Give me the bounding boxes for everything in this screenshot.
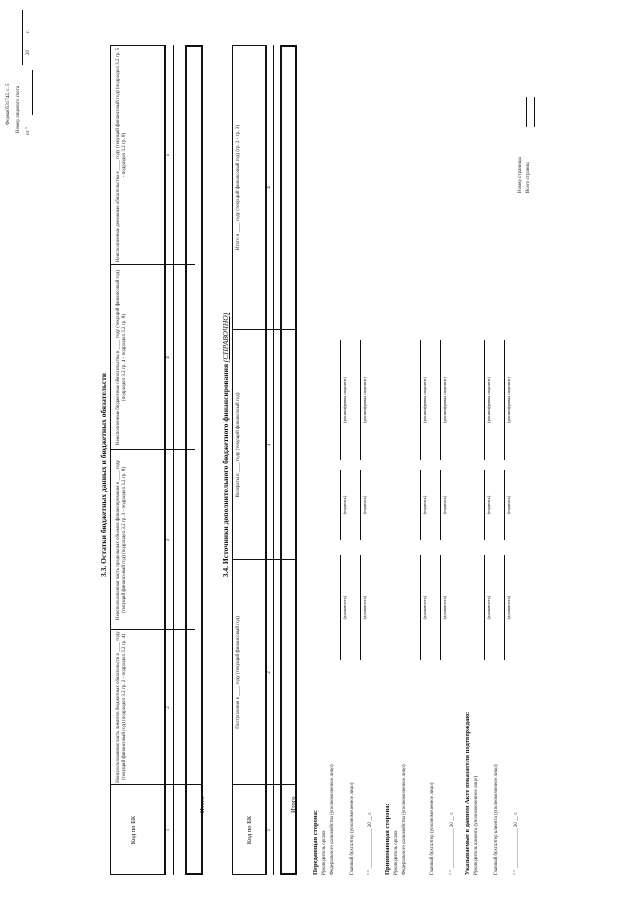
client-accountant-signature-line xyxy=(504,470,505,540)
receiving-accountant-label: Главный бухгалтер (уполномоченное лицо) xyxy=(430,782,435,875)
client-head-decoding-line xyxy=(484,340,485,460)
table-3-4-total-row xyxy=(280,45,297,875)
t33-col3-header: Неиспользованная часть предельных объемов финансирования в ____ году (текущий финансовый год) (подраздел 3.2 гр. 3 - подраздел 3.2 гр. 8) xyxy=(116,460,127,620)
t34-col1-header: Код по БК xyxy=(246,815,253,845)
section-3-4-title-text: 3.4. Источники дополнительного бюджетного финансирования xyxy=(221,363,230,578)
transferring-head-signature-line xyxy=(340,470,341,540)
t33-col5-header: Неисполненные денежные обязательства в ____ году (текущий финансовый год) (подраздел 3.2 гр. 5 - подраздел 3.2 гр. 8) xyxy=(116,47,127,263)
caption-decoding: (расшифровка подписи) xyxy=(342,377,347,423)
caption-decoding: (расшифровка подписи) xyxy=(442,377,447,423)
table-3-3-total-row xyxy=(185,45,203,875)
caption-decoding: (расшифровка подписи) xyxy=(486,377,491,423)
t34-colnum-2: 2 xyxy=(267,671,272,674)
form-code: Форма0531742, с. 5 xyxy=(6,83,11,125)
caption-signature: (подпись) xyxy=(362,495,367,515)
header-date-line xyxy=(32,70,33,115)
client-date-line: " " ________________ 20 __ г. xyxy=(514,811,519,875)
receiving-head-signature-line xyxy=(420,470,421,540)
caption-position: (должность) xyxy=(506,595,511,620)
transferring-head-label: Руководитель органа xyxy=(322,830,327,875)
section-3-4-title-note: (СПРАВОЧНО) xyxy=(221,312,230,363)
transferring-accountant-label: Главный бухгалтер (уполномоченное лицо) xyxy=(350,782,355,875)
t33-total-label: Итого xyxy=(199,796,206,813)
receiving-head-label: Руководитель органа xyxy=(394,830,399,875)
client-accountant-decoding-line xyxy=(504,340,505,460)
transferring-side-label: Передающая сторона: xyxy=(312,809,319,875)
caption-position: (должность) xyxy=(486,595,491,620)
receiving-accountant-signature-line xyxy=(440,470,441,540)
receiving-head-decoding-line xyxy=(420,340,421,460)
client-head-signature-line xyxy=(484,470,485,540)
caption-position: (должность) xyxy=(342,595,347,620)
receiving-head-position-line xyxy=(420,555,421,660)
caption-signature: (подпись) xyxy=(342,495,347,515)
t34-col3-header: Возвраты в ____ году (текущий финансовый год) xyxy=(236,392,241,498)
total-pages-label: Всего страниц xyxy=(526,162,531,193)
total-pages-line xyxy=(534,97,535,127)
t33-colnum-3: 3 xyxy=(166,538,171,542)
transferring-head-position-line xyxy=(340,555,341,660)
t34-colnum-3: 3 xyxy=(267,443,272,447)
receiving-head-label-2: Федерального казначейства (уполномоченное лицо) xyxy=(402,764,407,875)
t34-colnum-1: 1 xyxy=(267,828,272,832)
receiving-accountant-decoding-line xyxy=(440,340,441,460)
account-number-line xyxy=(22,10,23,65)
t33-colnum-2: 2 xyxy=(166,706,171,709)
client-head-label: Руководитель клиента (уполномоченное лицо) xyxy=(474,775,479,875)
receiving-accountant-position-line xyxy=(440,555,441,660)
client-head-position-line xyxy=(484,555,485,660)
caption-position: (должность) xyxy=(442,595,447,620)
t34-col4-header: Итого в ____ году (текущий финансовый год) (гр. 2 - гр. 3) xyxy=(236,125,241,250)
client-accountant-label: Главный бухгалтер клиента (уполномоченное лицо) xyxy=(494,764,499,875)
caption-position: (должность) xyxy=(422,595,427,620)
transferring-head-label-2: Федерального казначейства (уполномоченное лицо) xyxy=(330,764,335,875)
transferring-accountant-signature-line xyxy=(360,470,361,540)
header-date-from: от " xyxy=(26,127,31,135)
caption-signature: (подпись) xyxy=(506,495,511,515)
caption-signature: (подпись) xyxy=(486,495,491,515)
section-3-4-title xyxy=(222,235,231,655)
t33-col1-header: Код по БК xyxy=(130,815,137,845)
caption-decoding: (расшифровка подписи) xyxy=(506,377,511,423)
page-number-line xyxy=(526,97,527,127)
receiving-date-line: " " ________________ 20 __ г. xyxy=(450,811,455,875)
transferring-accountant-position-line xyxy=(360,555,361,660)
t34-total-label: Итого xyxy=(290,796,297,813)
transferring-date-line: " " ________________ 20 __ г. xyxy=(368,811,373,875)
page-number-label: Номер страницы xyxy=(518,157,523,193)
header-date-year: 20 xyxy=(26,50,31,55)
confirm-note: Указываемые в данном Акте показатели подтверждаю: xyxy=(464,711,471,875)
client-accountant-position-line xyxy=(504,555,505,660)
caption-decoding: (расшифровка подписи) xyxy=(362,377,367,423)
header-date-g: г. xyxy=(26,30,31,33)
t34-colnum-4: 4 xyxy=(267,186,272,189)
section-3-3-title: 3.3. Остатки бюджетных данных и бюджетных обязательств xyxy=(99,373,108,577)
transferring-head-decoding-line xyxy=(340,340,341,460)
t33-colnum-5: 5 xyxy=(166,153,171,157)
caption-position: (должность) xyxy=(362,595,367,620)
caption-signature: (подпись) xyxy=(422,495,427,515)
caption-decoding: (расшифровка подписи) xyxy=(422,377,427,423)
account-number-label: Номер лицевого счета xyxy=(16,85,21,133)
caption-signature: (подпись) xyxy=(442,495,447,515)
t33-col4-header: Неисполненные бюджетные обязательства в ____ году (текущий финансовый год) (подраздел 3.2 гр. 4 - подраздел 3.2 гр. 8) xyxy=(116,269,127,446)
t34-col2-header: Поступления в ____ году (текущий финансовый год) xyxy=(236,616,241,729)
receiving-side-label: Принимающая сторона: xyxy=(384,803,391,875)
t33-col2-header: Неиспользованная часть лимитов бюджетных обязательств в ____ году (текущий финансовый год) (подраздел 3.2 гр. 2 - подраздел 3.2 гр. 4) xyxy=(116,631,127,783)
transferring-accountant-decoding-line xyxy=(360,340,361,460)
t33-colnum-1: 1 xyxy=(166,828,171,832)
t33-colnum-4: 4 xyxy=(166,356,171,359)
